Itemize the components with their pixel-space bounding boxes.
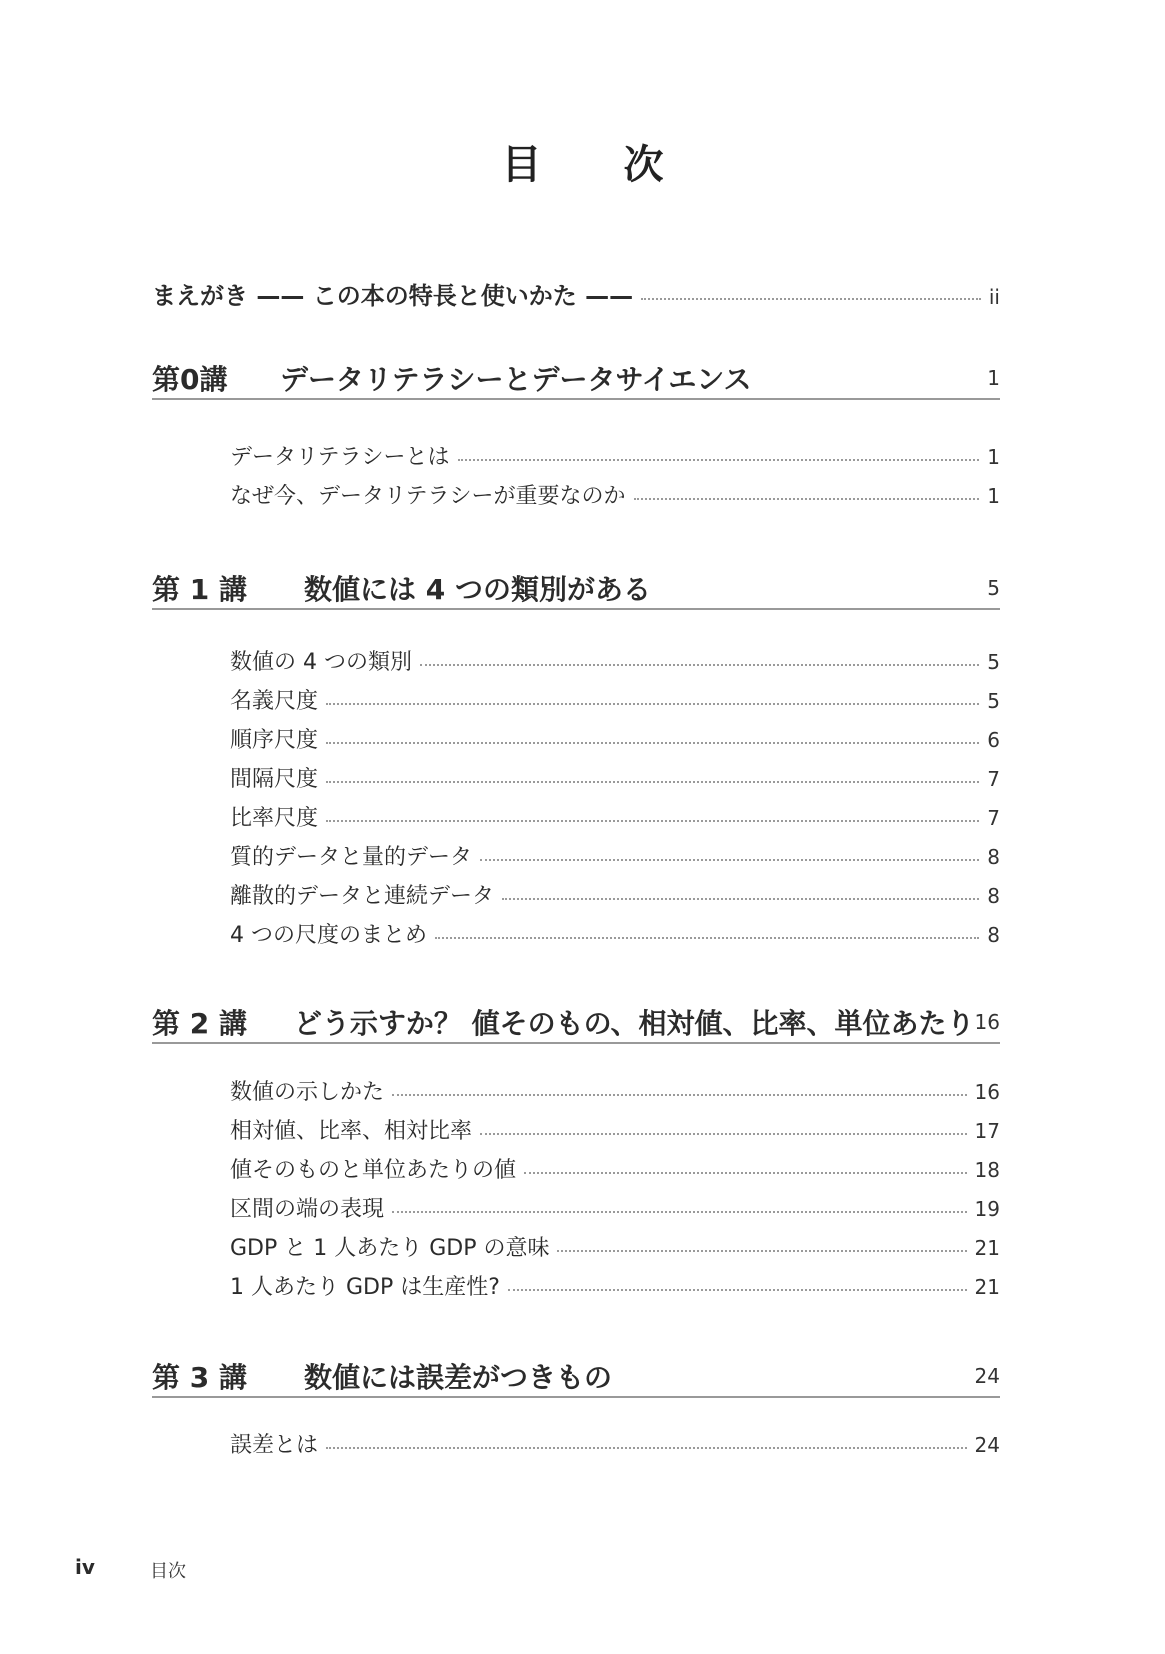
page-number: 18 [974, 1158, 1000, 1182]
toc-entry[interactable] [152, 840, 1000, 870]
dot-leader [458, 459, 980, 461]
dot-leader [557, 1250, 966, 1252]
page-number: 7 [987, 767, 1000, 791]
page-number: 6 [987, 728, 1000, 752]
page-number: ii [988, 285, 1000, 309]
toc-entry[interactable] [152, 1075, 1000, 1105]
page-number: 8 [987, 845, 1000, 869]
page-number: 8 [987, 923, 1000, 947]
page-number: 5 [987, 650, 1000, 674]
footer-running-title: 目次 [150, 1561, 186, 1582]
dot-leader [392, 1211, 967, 1213]
chapter-label: 第 3 講 [152, 1361, 247, 1394]
chapter-heading[interactable] [152, 568, 1000, 610]
dot-leader [508, 1289, 967, 1291]
page-number: 24 [974, 1364, 1000, 1388]
page-number: 16 [974, 1080, 1000, 1104]
chapter-heading[interactable] [152, 1356, 1000, 1398]
toc-entry[interactable] [152, 801, 1000, 831]
toc-entry[interactable] [152, 479, 1000, 509]
chapter-label: 第0講 [152, 363, 228, 396]
toc-entry[interactable] [152, 1270, 1000, 1300]
chapter-label: 第 1 講 [152, 573, 247, 606]
page-number: 19 [974, 1197, 1000, 1221]
preface-title: まえがき —— この本の特長と使いかた —— [152, 282, 634, 310]
toc-entry[interactable] [152, 440, 1000, 470]
page-number: 17 [974, 1119, 1000, 1143]
section-title: 数値の 4 つの類別 [230, 650, 412, 675]
page-number: 7 [987, 806, 1000, 830]
section-title: GDP と 1 人あたり GDP の意味 [230, 1236, 550, 1261]
section-title: 間隔尺度 [230, 767, 319, 792]
dot-leader [326, 703, 979, 705]
section-title: 離散的データと連続データ [230, 884, 495, 909]
chapter-label: 第 2 講 [152, 1007, 247, 1040]
section-title: なぜ今、データリテラシーが重要なのか [230, 484, 626, 509]
dot-leader [480, 859, 979, 861]
page-number: 1 [987, 445, 1000, 469]
page-number: 21 [974, 1275, 1000, 1299]
section-title: 4 つの尺度のまとめ [230, 923, 427, 948]
section-title: 比率尺度 [230, 806, 319, 831]
page-title: 目 次 [501, 142, 698, 188]
section-title: 誤差とは [230, 1433, 319, 1458]
dot-leader [326, 781, 979, 783]
page-number: 5 [987, 576, 1000, 600]
section-title: 区間の端の表現 [230, 1197, 385, 1222]
page-number: 5 [987, 689, 1000, 713]
page-number: 24 [974, 1433, 1000, 1457]
chapter-title: データリテラシーとデータサイエンス [280, 363, 752, 396]
page-number: 16 [974, 1010, 1000, 1034]
footer-page-number: iv [75, 1555, 95, 1579]
dot-leader [392, 1094, 967, 1096]
toc-entry[interactable] [152, 645, 1000, 675]
page-number: 21 [974, 1236, 1000, 1260]
dot-leader [326, 1447, 967, 1449]
toc-entry[interactable] [152, 1192, 1000, 1222]
toc-entry[interactable] [152, 1114, 1000, 1144]
toc-entry[interactable] [152, 879, 1000, 909]
chapter-heading[interactable] [152, 1002, 1000, 1044]
section-title: 順序尺度 [230, 728, 319, 753]
chapter-title: 数値には誤差がつきもの [304, 1361, 613, 1394]
dot-leader [435, 937, 979, 939]
chapter-title: 数値には 4 つの類別がある [304, 573, 651, 606]
section-title: 値そのものと単位あたりの値 [230, 1158, 517, 1183]
dot-leader [326, 742, 979, 744]
toc-entry[interactable] [152, 1153, 1000, 1183]
section-title: 質的データと量的データ [230, 845, 473, 870]
toc-entry[interactable] [152, 723, 1000, 753]
section-title: データリテラシーとは [230, 445, 450, 470]
dot-leader [326, 820, 979, 822]
section-title: 名義尺度 [230, 689, 319, 714]
toc-preface-entry[interactable] [152, 276, 1000, 311]
section-title: 数値の示しかた [230, 1080, 385, 1105]
page-number: 8 [987, 884, 1000, 908]
toc-entry[interactable] [152, 1428, 1000, 1458]
dot-leader [641, 298, 981, 300]
section-title: 相対値、比率、相対比率 [230, 1119, 473, 1144]
chapter-heading[interactable] [152, 358, 1000, 400]
dot-leader [502, 898, 979, 900]
dot-leader [420, 664, 979, 666]
page-number: 1 [987, 366, 1000, 390]
toc-entry[interactable] [152, 684, 1000, 714]
toc-entry[interactable] [152, 918, 1000, 948]
dot-leader [634, 498, 980, 500]
section-title: 1 人あたり GDP は生産性? [230, 1275, 500, 1300]
toc-entry[interactable] [152, 762, 1000, 792]
chapter-title: どう示すか？ 値そのもの、相対値、比率、単位あたり [293, 1007, 975, 1040]
dot-leader [480, 1133, 967, 1135]
dot-leader [524, 1172, 967, 1174]
page-number: 1 [987, 484, 1000, 508]
toc-entry[interactable] [152, 1231, 1000, 1261]
